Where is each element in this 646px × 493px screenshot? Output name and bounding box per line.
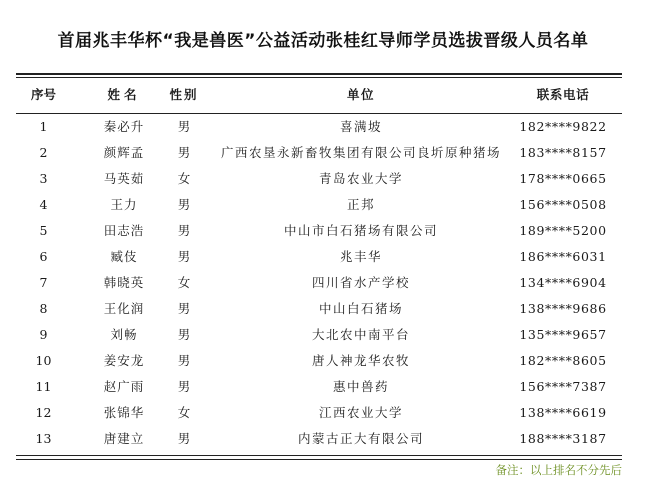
cell-unit: 惠中兽药 xyxy=(332,379,389,394)
cell-gender: 女 xyxy=(177,275,191,290)
cell-phone: 189****5200 xyxy=(519,223,607,238)
cell-unit: 兆丰华 xyxy=(339,249,382,264)
cell-name: 刘畅 xyxy=(110,327,138,342)
header-unit: 单位 xyxy=(346,87,375,102)
header-name: 姓名 xyxy=(107,87,141,102)
cell-gender: 男 xyxy=(177,249,191,264)
cell-gender: 男 xyxy=(177,353,191,368)
cell-no: 1 xyxy=(39,119,48,134)
cell-gender: 男 xyxy=(177,119,191,134)
cell-phone: 138****6619 xyxy=(519,405,607,420)
table-row xyxy=(16,114,622,140)
table-bottom-rule xyxy=(16,459,622,461)
cell-no: 10 xyxy=(35,353,52,368)
cell-phone: 183****8157 xyxy=(519,145,607,160)
cell-name: 王化润 xyxy=(103,301,145,316)
table-top-rule xyxy=(16,73,622,75)
cell-no: 11 xyxy=(35,379,52,394)
cell-gender: 男 xyxy=(177,379,191,394)
cell-name: 王力 xyxy=(110,197,138,212)
cell-name: 张锦华 xyxy=(103,405,145,420)
header-phone: 联系电话 xyxy=(536,87,590,102)
cell-no: 3 xyxy=(39,171,48,186)
cell-no: 4 xyxy=(39,197,48,212)
cell-phone: 135****9657 xyxy=(519,327,607,342)
header-no: 序号 xyxy=(30,87,56,102)
cell-unit: 唐人神龙华农牧 xyxy=(311,353,410,368)
cell-phone: 138****9686 xyxy=(519,301,607,316)
cell-name: 臧伎 xyxy=(110,249,138,264)
cell-no: 6 xyxy=(39,249,48,264)
table-row xyxy=(16,374,622,400)
cell-unit: 大北农中南平台 xyxy=(311,327,410,342)
cell-no: 2 xyxy=(39,145,48,160)
cell-unit: 中山市白石猪场有限公司 xyxy=(283,223,438,238)
table-row xyxy=(16,192,622,218)
cell-gender: 男 xyxy=(177,223,191,238)
table-row xyxy=(16,426,622,452)
cell-unit: 广西农垦永新畜牧集团有限公司良圻原种猪场 xyxy=(220,145,501,160)
cell-phone: 178****0665 xyxy=(519,171,607,186)
cell-unit: 四川省水产学校 xyxy=(311,275,410,290)
table-row xyxy=(16,296,622,322)
cell-name: 赵广雨 xyxy=(103,379,145,394)
table-row xyxy=(16,140,622,166)
header-gender: 性别 xyxy=(169,87,199,102)
cell-unit: 江西农业大学 xyxy=(318,405,403,420)
cell-name: 韩晓英 xyxy=(103,275,145,290)
table-row xyxy=(16,166,622,192)
cell-gender: 女 xyxy=(177,405,191,420)
cell-phone: 134****6904 xyxy=(519,275,607,290)
cell-name: 秦必升 xyxy=(103,119,145,134)
cell-no: 8 xyxy=(39,301,48,316)
page-title: 首届兆丰华杯“我是兽医”公益活动张桂红导师学员选拔晋级人员名单 xyxy=(57,31,589,51)
cell-gender: 男 xyxy=(177,145,191,160)
cell-unit: 正邦 xyxy=(346,197,375,212)
cell-name: 姜安龙 xyxy=(103,353,145,368)
cell-unit: 青岛农业大学 xyxy=(318,171,403,186)
footnote: 备注：以上排名不分先后 xyxy=(495,463,622,477)
table-top-rule-inner xyxy=(16,77,622,78)
cell-gender: 男 xyxy=(177,301,191,316)
cell-unit: 内蒙古正大有限公司 xyxy=(297,431,424,446)
cell-name: 唐建立 xyxy=(103,431,145,446)
cell-phone: 182****8605 xyxy=(519,353,607,368)
cell-no: 7 xyxy=(39,275,48,290)
table-row xyxy=(16,244,622,270)
cell-name: 马英茹 xyxy=(103,171,145,186)
cell-gender: 男 xyxy=(177,327,191,342)
cell-unit: 中山白石猪场 xyxy=(318,301,403,316)
cell-no: 9 xyxy=(39,327,48,342)
cell-no: 5 xyxy=(39,223,48,238)
table-row xyxy=(16,322,622,348)
cell-gender: 男 xyxy=(177,197,191,212)
cell-phone: 188****3187 xyxy=(519,431,607,446)
cell-phone: 186****6031 xyxy=(519,249,607,264)
table-header-row xyxy=(16,80,622,110)
table-row xyxy=(16,400,622,426)
table-row xyxy=(16,218,622,244)
cell-phone: 182****9822 xyxy=(519,119,607,134)
table-row xyxy=(16,270,622,296)
cell-phone: 156****0508 xyxy=(519,197,607,212)
table-bottom-rule-inner xyxy=(16,455,622,456)
cell-name: 田志浩 xyxy=(103,223,145,238)
cell-gender: 女 xyxy=(177,171,191,186)
cell-no: 12 xyxy=(35,405,52,420)
table-row xyxy=(16,348,622,374)
cell-no: 13 xyxy=(35,431,52,446)
cell-gender: 男 xyxy=(177,431,191,446)
cell-name: 颜辉孟 xyxy=(103,145,145,160)
cell-phone: 156****7387 xyxy=(519,379,607,394)
cell-unit: 喜满坡 xyxy=(339,119,382,134)
